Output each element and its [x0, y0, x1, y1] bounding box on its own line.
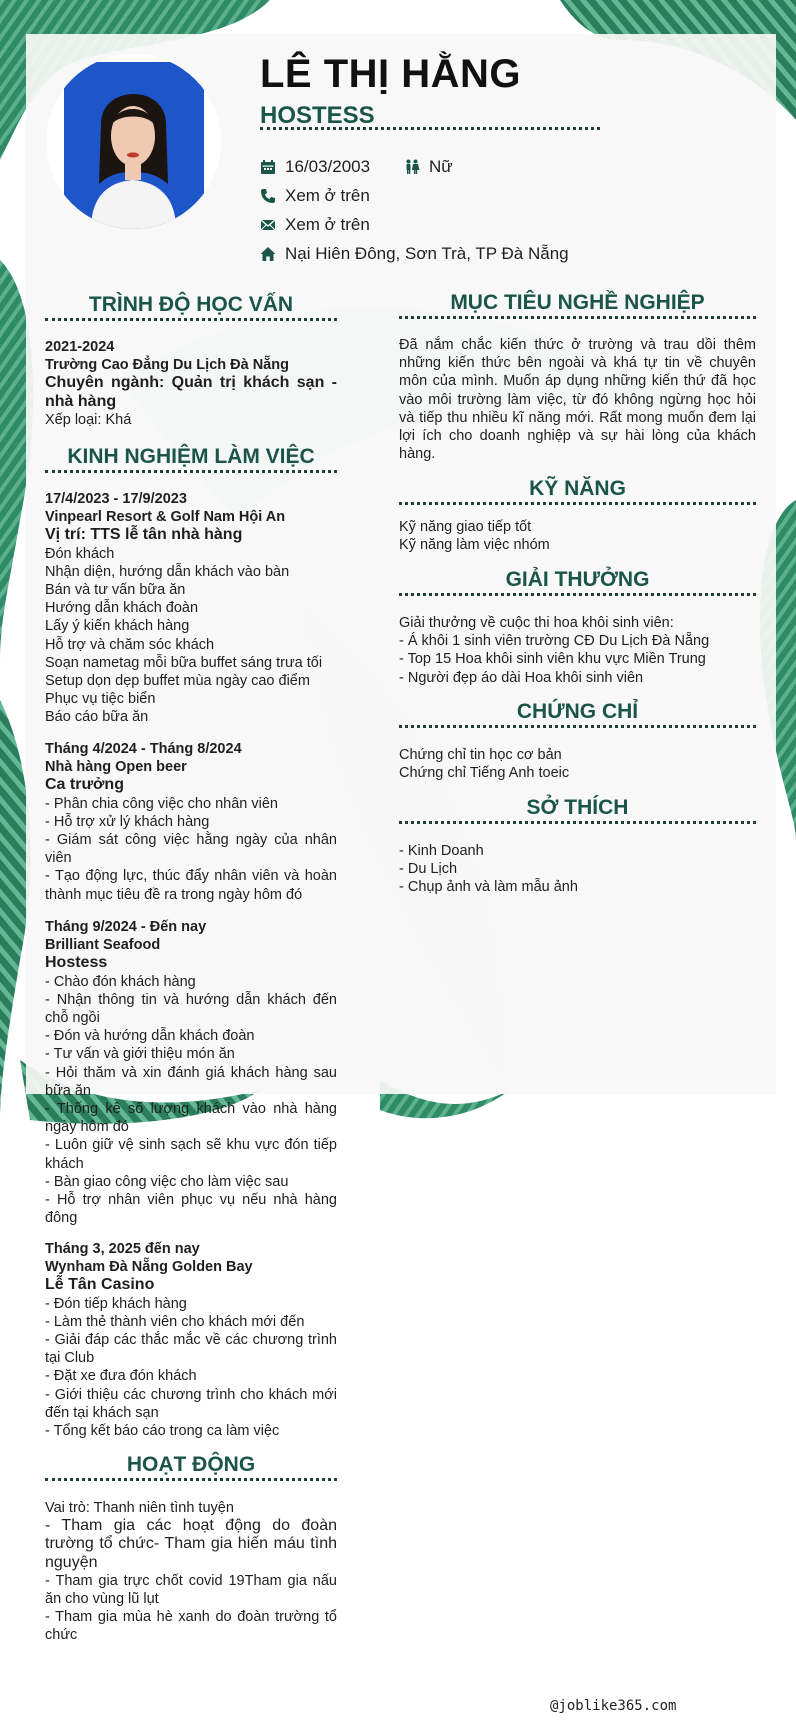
certificate-item: Chứng chỉ tin học cơ bản: [399, 747, 562, 763]
job-duty: Bán và tư vấn bữa ăn: [45, 582, 186, 599]
education-period: 2021-2024: [45, 339, 115, 355]
hobbies-heading: SỞ THÍCH: [526, 796, 629, 819]
education-grade: Xếp loại: Khá: [45, 411, 132, 428]
job-duty: - Hỏi thăm và xin đánh giá khách hàng sau bữa ăn: [45, 1064, 337, 1099]
job-block-2: [45, 740, 337, 904]
birthday-row: [260, 157, 370, 177]
activity-item: - Tham gia các hoạt động do đoàn trường tổ chức- Tham gia hiến máu tình nguyện: [45, 1517, 337, 1571]
envelope-icon: [260, 217, 276, 233]
awards-divider: [399, 593, 756, 596]
job-duty: - Đón tiếp khách hàng: [45, 1295, 187, 1312]
activities-block: [45, 1499, 337, 1645]
job-duty: - Làm thẻ thành viên cho khách mới đến: [45, 1313, 305, 1330]
address-value: Nại Hiên Đông, Sơn Trà, TP Đà Nẵng: [285, 244, 569, 263]
job-company: Brilliant Seafood: [45, 937, 161, 954]
candidate-name: LÊ THỊ HẰNG: [260, 52, 522, 96]
job-duty: - Giám sát công việc hằng ngày của nhân viên: [45, 832, 337, 867]
award-item: - Top 15 Hoa khôi sinh viên khu vực Miền Trung: [399, 651, 706, 668]
job-duty: - Thống kê số lượng khách vào nhà hàng ngày hôm đó: [45, 1101, 337, 1136]
job-duty: - Phân chia công việc cho nhân viên: [45, 795, 278, 812]
address-row: [260, 244, 569, 264]
profile-photo: [46, 54, 221, 229]
hobbies-divider: [399, 821, 756, 824]
hobby-item: - Chụp ảnh và làm mẫu ảnh: [399, 879, 578, 896]
job-duty: - Luôn giữ vệ sinh sạch sẽ khu vực đón tiếp khách: [45, 1137, 337, 1172]
title-divider: [260, 127, 600, 130]
skill-item: Kỹ năng làm việc nhóm: [399, 537, 550, 554]
email-value: Xem ở trên: [285, 215, 370, 234]
awards-heading: GIẢI THƯỞNG: [505, 568, 650, 591]
job-duty: - Bàn giao công việc cho làm việc sau: [45, 1173, 289, 1190]
job-duty: - Đón và hướng dẫn khách đoàn: [45, 1028, 255, 1045]
job-role: Vị trí: TTS lễ tân nhà hàng: [45, 526, 243, 544]
experience-heading: KINH NGHIỆM LÀM VIỆC: [67, 445, 315, 468]
job-duty: - Hỗ trợ xử lý khách hàng: [45, 813, 210, 830]
skills-heading: KỸ NĂNG: [529, 477, 626, 500]
certificates-divider: [399, 725, 756, 728]
activities-role: Vai trò: Thanh niên tình tuyện: [45, 1500, 234, 1516]
gender-value: Nữ: [429, 157, 453, 176]
hobbies-block: [399, 842, 756, 897]
job-duty: Setup dọn dẹp buffet mùa ngày cao điểm: [45, 673, 310, 690]
education-block: [45, 338, 337, 429]
awards-block: [399, 614, 756, 687]
job-duty: - Nhận thông tin và hướng dẫn khách đến chỗ ngồi: [45, 991, 337, 1027]
people-icon: [404, 159, 420, 175]
job-duty: - Chào đón khách hàng: [45, 973, 196, 990]
job-duty: - Hỗ trợ nhân viên phục vụ nếu nhà hàng đông: [45, 1192, 337, 1227]
job-title: HOSTESS: [260, 102, 375, 129]
skill-item: Kỹ năng giao tiếp tốt: [399, 519, 532, 535]
hobby-item: - Du Lịch: [399, 861, 458, 878]
certificates-block: [399, 746, 756, 782]
education-divider: [45, 318, 337, 321]
phone-icon: [260, 188, 276, 204]
job-company: Nhà hàng Open beer: [45, 759, 187, 776]
job-duty: Hỗ trợ và chăm sóc khách: [45, 636, 215, 653]
activities-divider: [45, 1478, 337, 1481]
job-duty: Lấy ý kiến khách hàng: [45, 618, 190, 635]
job-duty: - Giải đáp các thắc mắc về các chương trình tại Club: [45, 1332, 337, 1367]
activities-heading: HOẠT ĐỘNG: [126, 1453, 256, 1476]
experience-divider: [45, 470, 337, 473]
job-company: Wynham Đà Nẵng Golden Bay: [45, 1259, 253, 1276]
award-item: - Á khôi 1 sinh viên trường CĐ Du Lịch Đà Nẵng: [399, 633, 710, 650]
gender-row: [404, 157, 453, 177]
job-role: Lễ Tân Casino: [45, 1276, 155, 1294]
objective-divider: [399, 316, 756, 319]
job-role: Hostess: [45, 954, 108, 972]
job-duty: Hướng dẫn khách đoàn: [45, 600, 199, 617]
education-school: Trường Cao Đẳng Du Lịch Đà Nẵng: [45, 357, 289, 374]
job-duty: Phục vụ tiệc biển: [45, 691, 156, 708]
job-duty: Nhận diện, hướng dẫn khách vào bàn: [45, 563, 290, 580]
job-company: Vinpearl Resort & Golf Nam Hội An: [45, 509, 286, 526]
job-period: Tháng 3, 2025 đến nay: [45, 1241, 200, 1257]
email-row: [260, 215, 370, 235]
home-icon: [260, 246, 276, 262]
phone-value: Xem ở trên: [285, 186, 370, 205]
job-period: 17/4/2023 - 17/9/2023: [45, 491, 187, 507]
birthday-value: 16/03/2003: [285, 157, 371, 176]
education-heading: TRÌNH ĐỘ HỌC VẤN: [88, 293, 294, 316]
objective-text: Đã nắm chắc kiến thức ở trường và trau dồi thêm những kiến thức bên ngoài và khá tự tin về chuyên môn của mình. Muốn áp dụng những kiến thứ đã học vào môi trường làm việc, từ đó không ngừng học hỏi và tiếp thu nhiều kĩ năng mới. Rất mong muốn đem lại lợi ích cho doanh nghiệp và sự hài lòng của khách hàng.: [399, 337, 756, 463]
certificates-heading: CHỨNG CHỈ: [516, 700, 639, 723]
calendar-icon: [260, 159, 276, 175]
job-duty: - Giới thiệu các chương trình cho khách mới đến tại khách sạn: [45, 1386, 337, 1421]
award-item: - Người đẹp áo dài Hoa khôi sinh viên: [399, 669, 644, 686]
job-duty: - Tạo động lực, thúc đẩy nhân viên và hoàn thành mục tiêu đề ra trong ngày hôm đó: [45, 868, 337, 903]
job-duty: Đón khách: [45, 545, 115, 562]
job-duty: Báo cáo bữa ăn: [45, 709, 149, 726]
job-block-4: [45, 1240, 337, 1440]
job-period: Tháng 9/2024 - Đến nay: [45, 919, 207, 935]
job-duty: Soạn nametag mỗi bữa buffet sáng trưa tối: [45, 654, 323, 671]
education-major: Chuyên ngành: Quản trị khách sạn - nhà hàng: [45, 374, 337, 410]
certificate-item: Chứng chỉ Tiếng Anh toeic: [399, 765, 570, 782]
activity-item: - Tham gia trực chốt covid 19Tham gia nấu ăn cho vùng lũ lụt: [45, 1572, 337, 1608]
phone-row: [260, 186, 370, 206]
job-block-3: [45, 918, 337, 1227]
hobby-item: - Kinh Doanh: [399, 843, 484, 859]
job-duty: - Tổng kết báo cáo trong ca làm việc: [45, 1423, 280, 1440]
skills-block: [399, 518, 756, 554]
job-period: Tháng 4/2024 - Tháng 8/2024: [45, 741, 242, 757]
footer-watermark: @joblike365.com: [550, 1698, 677, 1714]
activity-item: - Tham gia mùa hè xanh do đoàn trường tổ chức: [45, 1609, 337, 1644]
objective-heading: MỤC TIÊU NGHỀ NGHIỆP: [450, 291, 705, 314]
skills-divider: [399, 502, 756, 505]
job-duty: - Đặt xe đưa đón khách: [45, 1368, 197, 1385]
job-duty: - Tư vấn và giới thiệu món ăn: [45, 1046, 235, 1063]
awards-intro: Giải thưởng về cuộc thi hoa khôi sinh viên:: [399, 615, 674, 631]
job-role: Ca trưởng: [45, 776, 124, 794]
job-block-1: [45, 490, 337, 727]
